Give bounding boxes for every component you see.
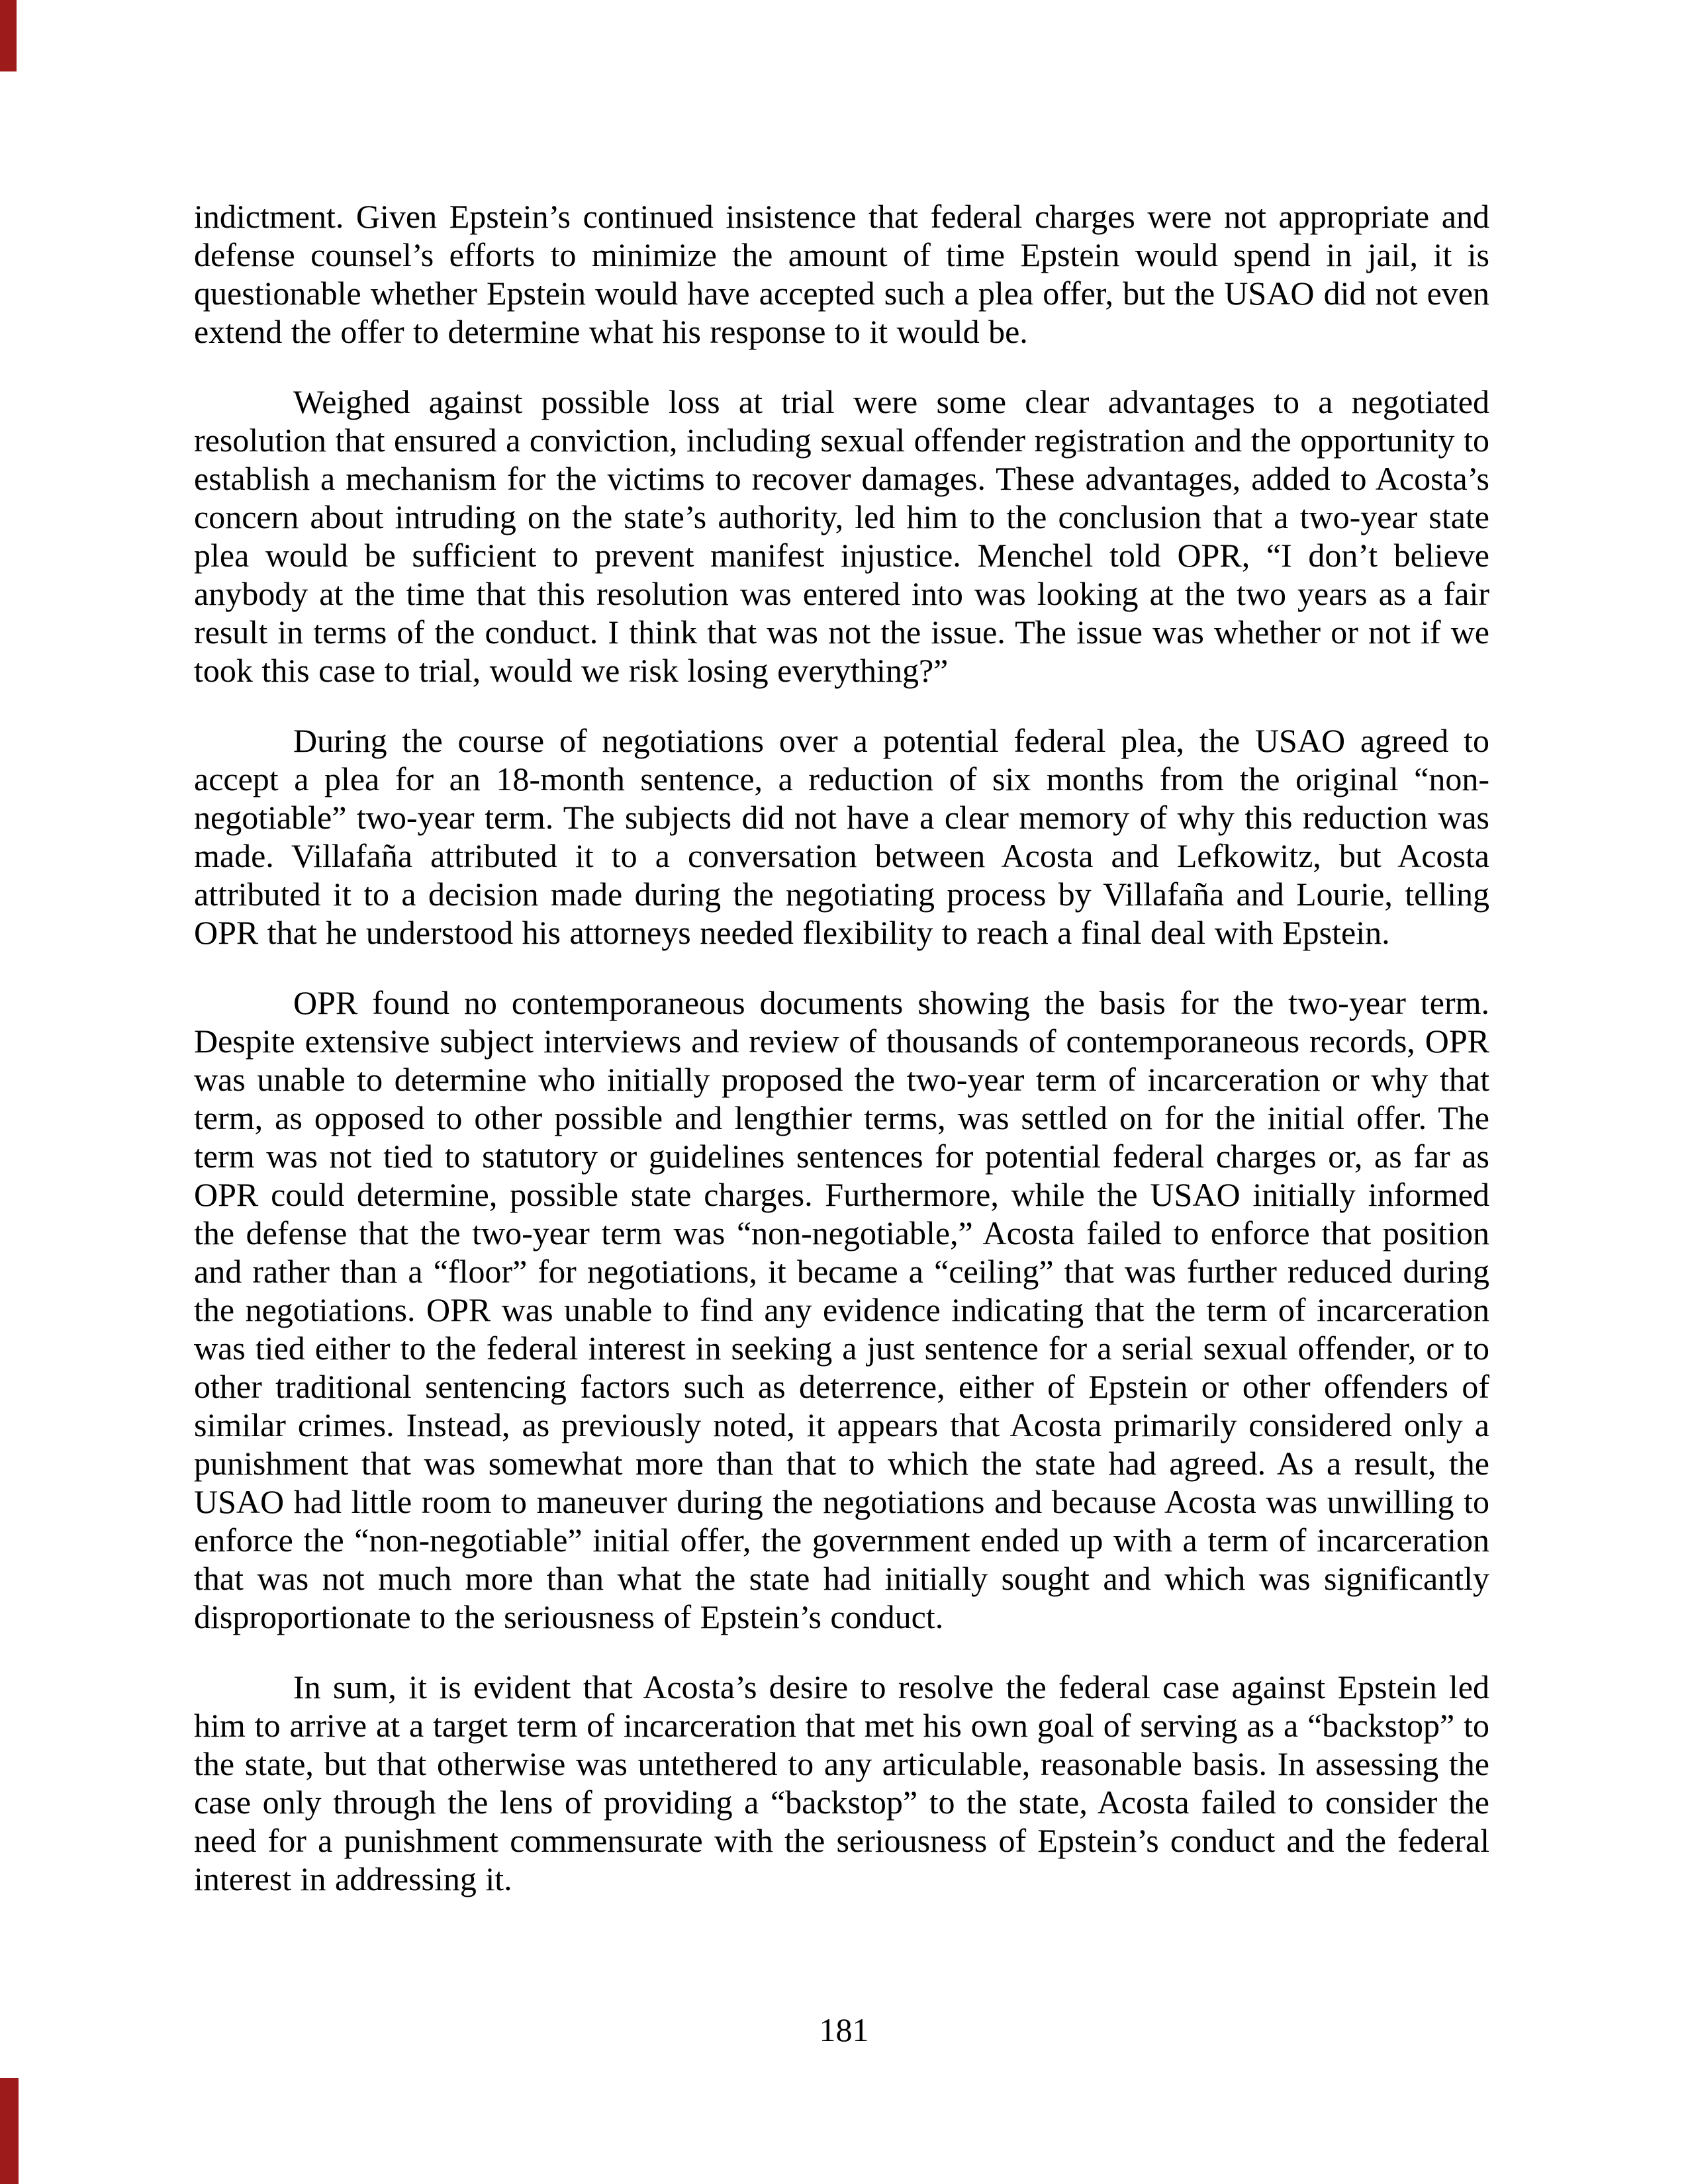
page-body	[194, 197, 1489, 1930]
paragraph-opr-findings: OPR found no contemporaneous documents showing the basis for the two-year term. Despite extensive subject interviews and review of thousands of contemporaneous records, OPR was unable to determine who initially proposed the two-year term of incarceration or why that term, as opposed to other possible and lengthier terms, was settled on for the initial offer. The term was not tied to statutory or guidelines sentences for potential federal charges or, as far as OPR could determine, possible state charges. Furthermore, while the USAO initially informed the defense that the two-year term was “non-negotiable,” Acosta failed to enforce that position and rather than a “floor” for negotiations, it became a “ceiling” that was further reduced during the negotiations. OPR was unable to find any evidence indicating that the term of incarceration was tied either to the federal interest in seeking a just sentence for a serial sexual offender, or to other traditional sentencing factors such as deterrence, either of Epstein or other offenders of similar crimes. Instead, as previously noted, it appears that Acosta primarily considered only a punishment that was somewhat more than that to which the state had agreed. As a result, the USAO had little room to maneuver during the negotiations and because Acosta was unwilling to enforce the “non-negotiable” initial offer, the government ended up with a term of incarceration that was not much more than what the state had initially sought and which was significantly disproportionate to the seriousness of Epstein’s conduct.	[194, 984, 1489, 1635]
paragraph-indictment-continuation: indictment. Given Epstein’s continued insistence that federal charges were not appropriate and defense counsel’s efforts to minimize the amount of time Epstein would spend in jail, it is questionable whether Epstein would have accepted such a plea offer, but the USAO did not even extend the offer to determine what his response to it would be.	[194, 198, 1489, 350]
paragraph-in-sum: In sum, it is evident that Acosta’s desire to resolve the federal case against Epstein led him to arrive at a target term of incarceration that met his own goal of serving as a “backstop” to the state, but that otherwise was untethered to any articulable, reasonable basis. In assessing the case only through the lens of providing a “backstop” to the state, Acosta failed to consider the need for a punishment commensurate with the seriousness of Epstein’s conduct and the federal interest in addressing it.	[194, 1668, 1489, 1897]
paragraph-negotiations: During the course of negotiations over a potential federal plea, the USAO agreed to accept a plea for an 18-month sentence, a reduction of six months from the original “non-negotiable” two-year term. The subjects did not have a clear memory of why this reduction was made. Villafaña attributed it to a conversation between Acosta and Lefkowitz, but Acosta attributed it to a decision made during the negotiating process by Villafaña and Lourie, telling OPR that he understood his attorneys needed flexibility to reach a final deal with Epstein.	[194, 722, 1489, 951]
red-edge-mark-bottom-left	[0, 2078, 19, 2184]
paragraph-weighed-against: Weighed against possible loss at trial were some clear advantages to a negotiated resolution that ensured a conviction, including sexual offender registration and the opportunity to establish a mechanism for the victims to recover damages. These advantages, added to Acosta’s concern about intruding on the state’s authority, led him to the conclusion that a two-year state plea would be sufficient to prevent manifest injustice. Menchel told OPR, “I don’t believe anybody at the time that this resolution was entered into was looking at the two years as a fair result in terms of the conduct. I think that was not the issue. The issue was whether or not if we took this case to trial, would we risk losing everything?”	[194, 383, 1489, 689]
red-edge-mark-top-left	[0, 0, 17, 71]
page-number: 181	[819, 2011, 869, 2048]
